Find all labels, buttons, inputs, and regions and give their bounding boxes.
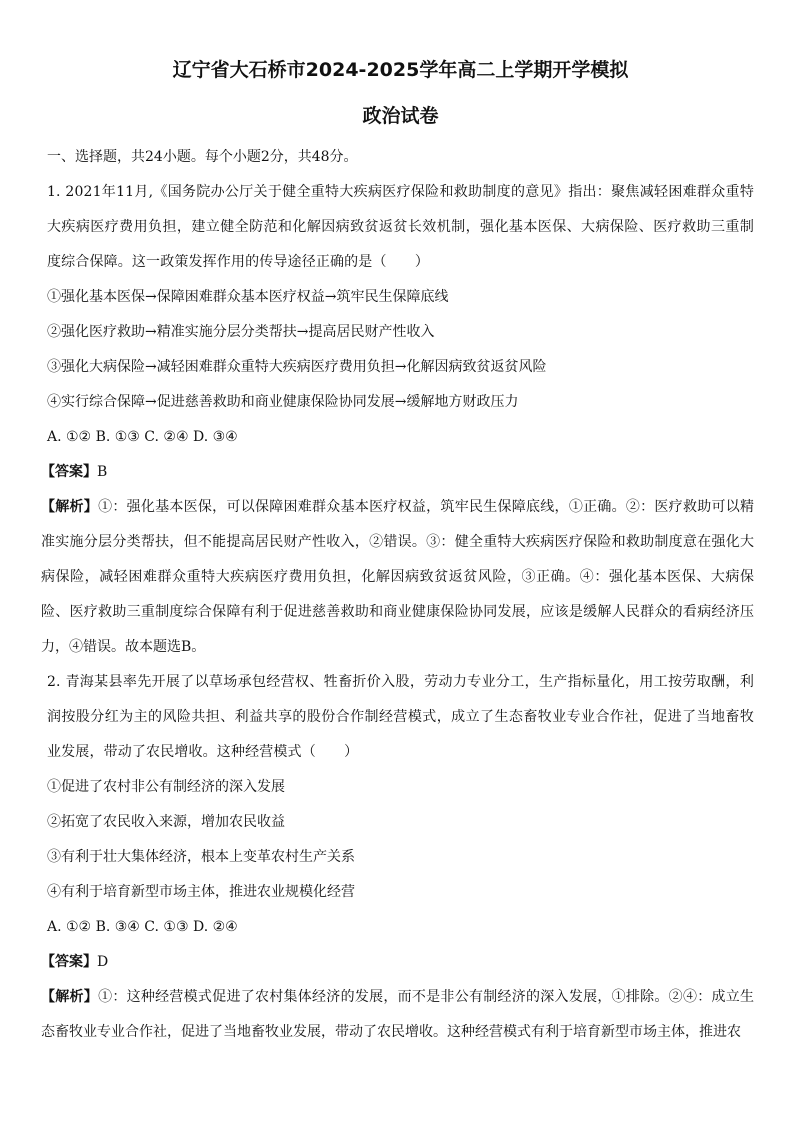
- analysis-block: [41, 980, 754, 1050]
- page-title: 辽宁省大石桥市2024-2025学年高二上学期开学模拟: [172, 59, 629, 81]
- analysis-block: [41, 490, 754, 665]
- section-intro: 一、选择题，共24小题。每个小题2分，共48分。: [47, 149, 358, 165]
- analysis-text: ①：强化基本医保，可以保障困难群众基本医疗权益，筑牢民生保障底线，①正确。②：医疗救助可以精准实施分层分类帮扶，但不能提高居民财产性收入，②错误。③：健全重特大疾病医疗保险和救助制度意在强化大病保险，减轻困难群众重特大疾病医疗费用负担，化解因病致贫返贫风险，③正确。④：强化基本医保、大病保险、医疗救助三重制度综合保障有利于促进慈善救助和商业健康保险协同发展，应该是缓解人民群众的看病经济压力，④错误。故本题选B。: [41, 499, 754, 655]
- answer-line: [41, 455, 754, 490]
- option-item: ②拓宽了农民收入来源，增加农民收益: [47, 814, 285, 830]
- answer-choices: A. ①② B. ③④ C. ①③ D. ②④: [47, 919, 238, 935]
- answer-value: D: [97, 954, 109, 970]
- answer-label: 【答案】: [41, 464, 97, 480]
- question-stem: 2. 青海某县率先开展了以草场承包经营权、牲畜折价入股，劳动力专业分工，生产指标量化，用工按劳取酬，利润按股分红为主的风险共担、利益共享的股份合作制经营模式，成立了生态畜牧业专业合作社，促进了当地畜牧业发展，带动了农民增收。这种经营模式（ ）: [47, 674, 754, 760]
- answer-label: 【答案】: [41, 954, 97, 970]
- question-2: [41, 665, 754, 1050]
- analysis-text: ①：这种经营模式促进了农村集体经济的发展，而不是非公有制经济的深入发展，①排除。②④：成立生态畜牧业专业合作社，促进了当地畜牧业发展，带动了农民增收。这种经营模式有利于培育新型市场主体，推进农: [41, 989, 754, 1040]
- option-item: ③有利于壮大集体经济，根本上变革农村生产关系: [47, 849, 355, 865]
- option-item: ①强化基本医保→保障困难群众基本医疗权益→筑牢民生保障底线: [47, 289, 449, 305]
- analysis-label: 【解析】: [41, 989, 99, 1005]
- option-item: ②强化医疗救助→精准实施分层分类帮扶→提高居民财产性收入: [47, 324, 435, 340]
- answer-choices: A. ①② B. ①③ C. ②④ D. ③④: [47, 429, 238, 445]
- page-subtitle: 政治试卷: [362, 105, 439, 127]
- option-item: ①促进了农村非公有制经济的深入发展: [47, 779, 285, 795]
- option-item: ④实行综合保障→促进慈善救助和商业健康保险协同发展→缓解地方财政压力: [47, 394, 519, 410]
- option-item: ④有利于培育新型市场主体，推进农业规模化经营: [47, 884, 355, 900]
- question-1: [41, 175, 754, 665]
- answer-line: [41, 945, 754, 980]
- analysis-label: 【解析】: [41, 499, 99, 515]
- answer-value: B: [97, 464, 108, 480]
- question-stem: 1. 2021年11月,《国务院办公厅关于健全重特大疾病医疗保险和救助制度的意见》指出：聚焦减轻困难群众重特大疾病医疗费用负担，建立健全防范和化解因病致贫返贫长效机制，强化基本医保、大病保险、医疗救助三重制度综合保障。这一政策发挥作用的传导途径正确的是（ ）: [47, 184, 754, 270]
- option-item: ③强化大病保险→减轻困难群众重特大疾病医疗费用负担→化解因病致贫返贫风险: [47, 359, 547, 375]
